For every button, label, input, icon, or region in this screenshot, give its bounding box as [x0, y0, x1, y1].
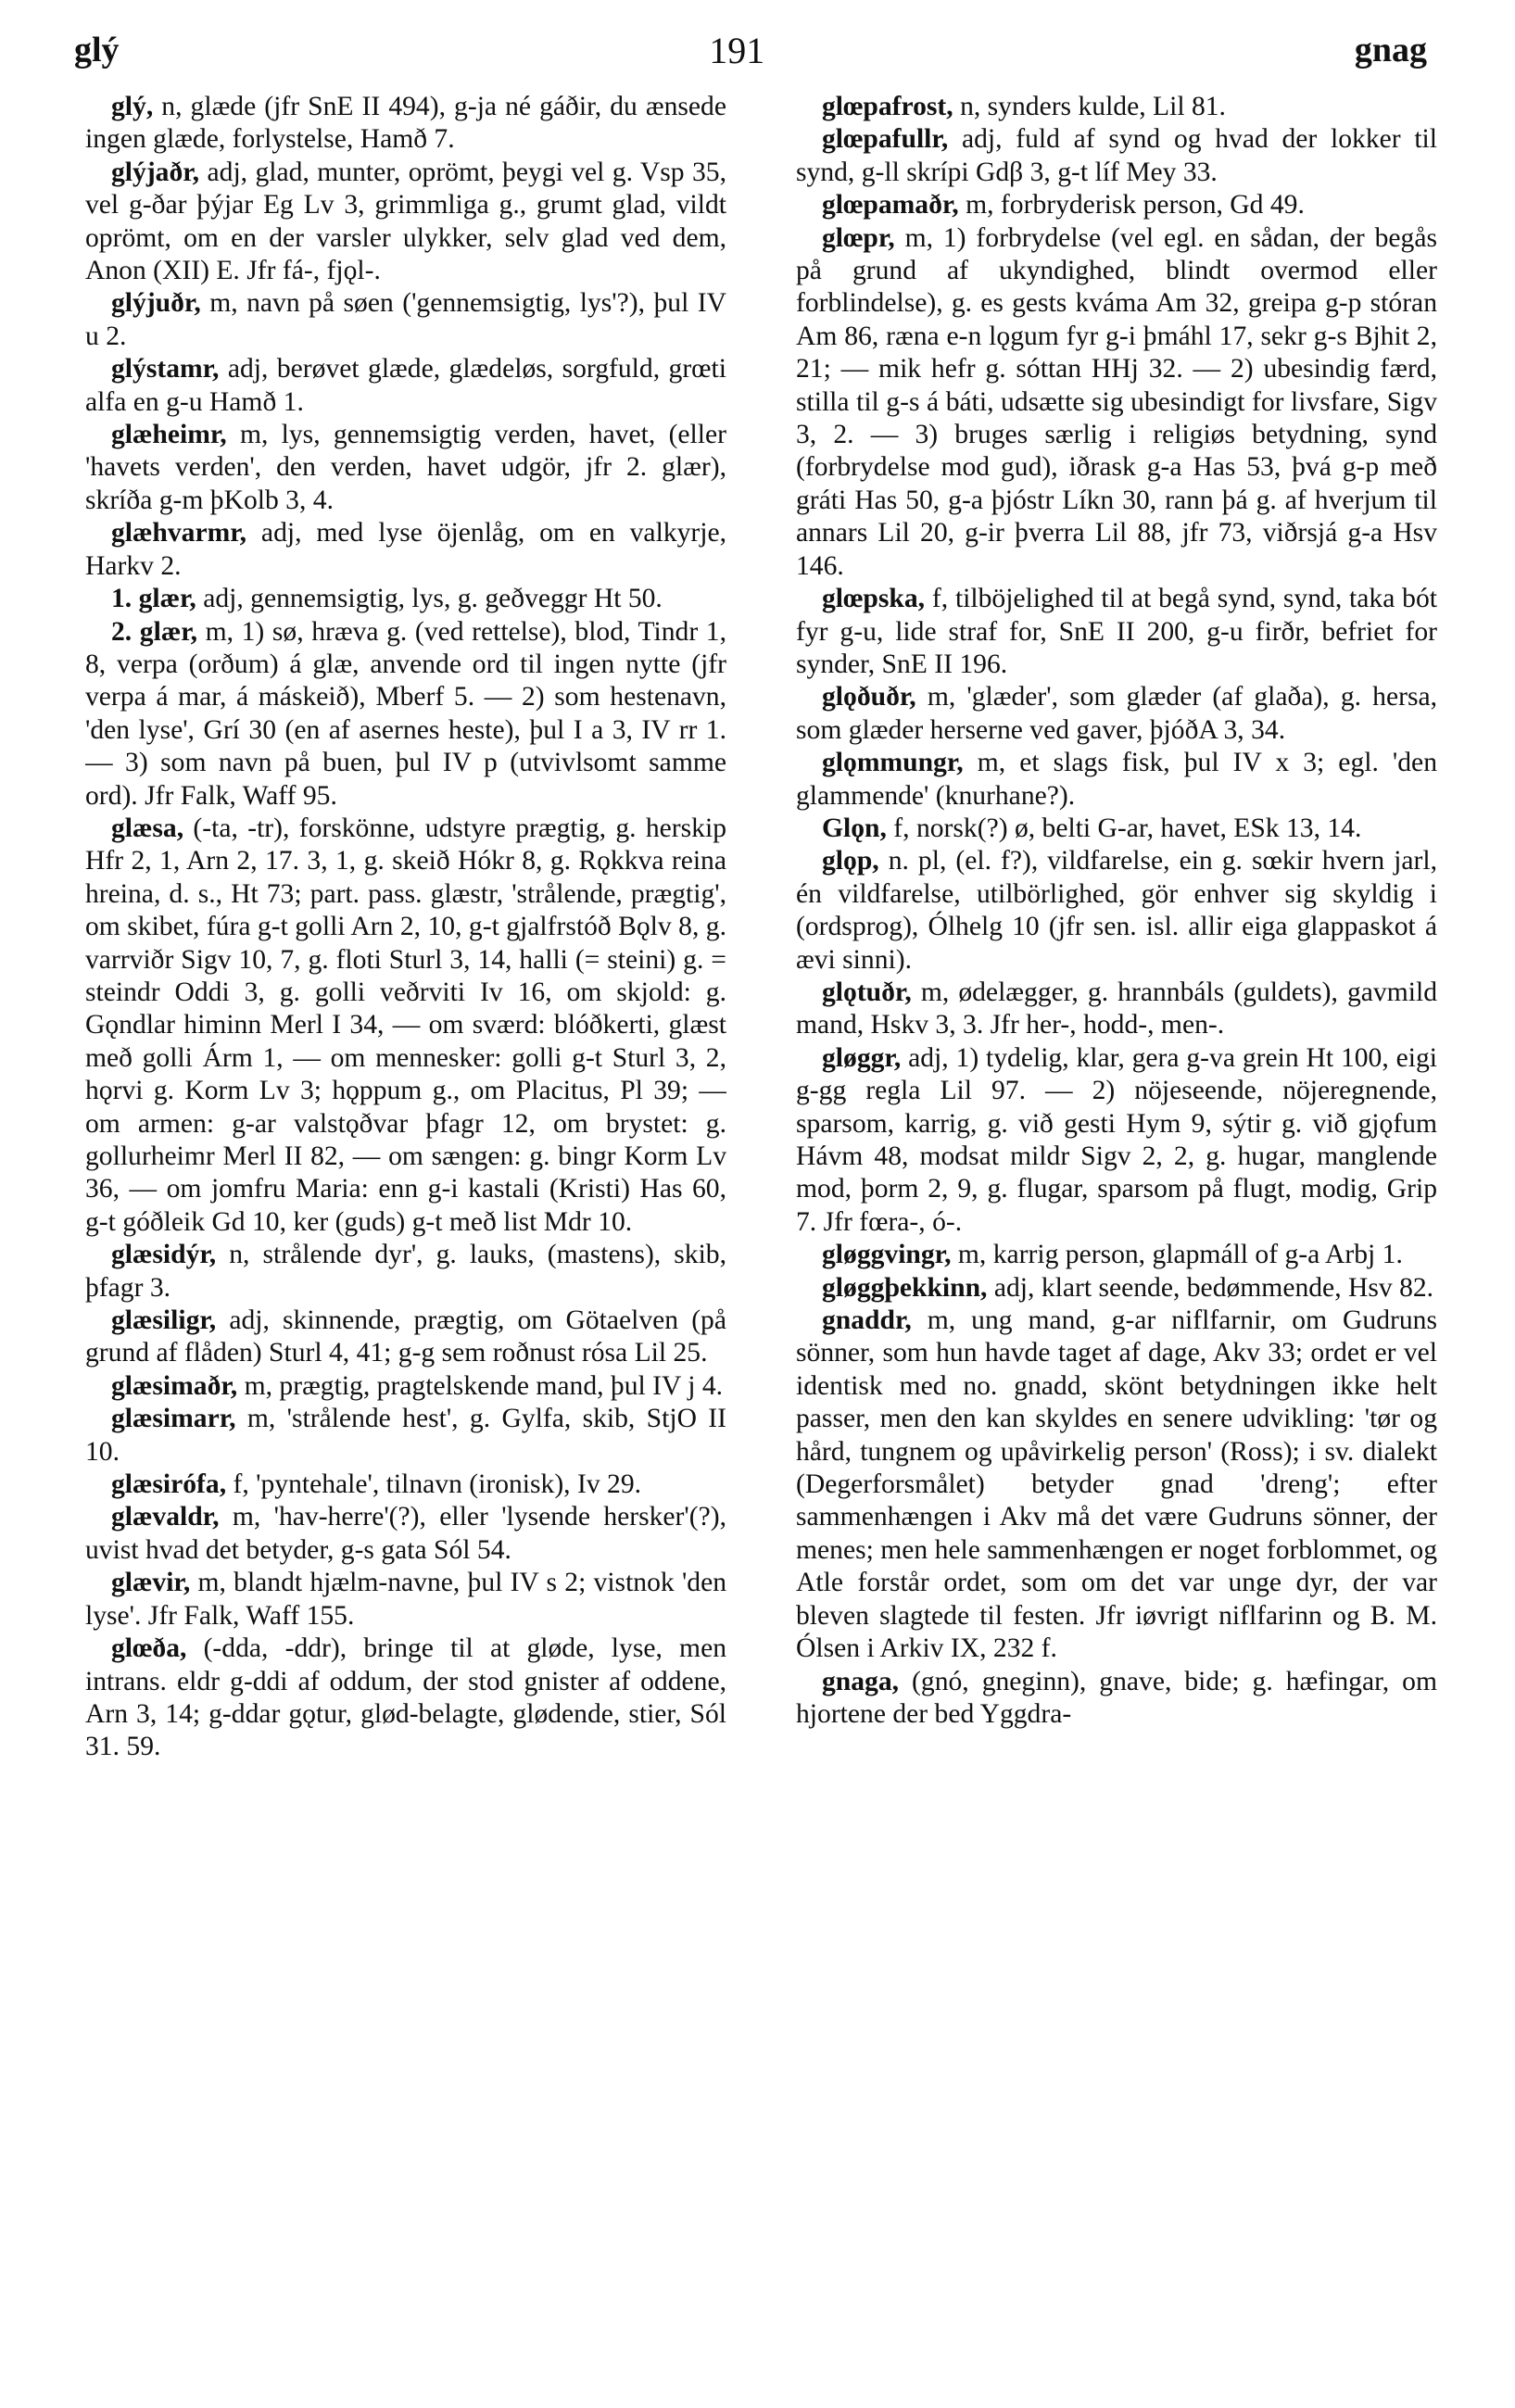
entry-headword: glǫðuðr, [822, 682, 916, 712]
entry-definition: adj, fuld af synd og hvad der lokker til synd, g-ll skrípi Gdβ 3, g-t líf Mey 33. [796, 124, 1437, 187]
entry-headword: glýstamr, [111, 354, 220, 385]
entry-headword: glǫtuðr, [822, 977, 912, 1007]
entry-definition: m, 'glæder', som glæder (af glaða), g. hersa, som glæder herserne ved gaver, þjóðA 3, 34. [796, 682, 1437, 745]
entry-definition: m, et slags fisk, þul IV x 3; egl. 'den glammende' (knurhane?). [796, 748, 1437, 811]
dictionary-entry [85, 813, 726, 1239]
entry-headword: glæsimaðr, [111, 1370, 238, 1401]
entry-headword: glævaldr, [111, 1502, 220, 1532]
dictionary-entry [796, 189, 1437, 221]
entry-definition: m, forbryderisk person, Gd 49. [958, 190, 1305, 221]
entry-headword: glœpr, [822, 222, 895, 253]
entry-headword: glævir, [111, 1568, 191, 1598]
entry-definition: m, 1) sø, hræva g. (ved rettelse), blod, Tindr 1, 8, verpa (orðum) á glæ, anvende ord til ingen nytte (jfr verpa á mar, á máskeið), Mberf 5. — 2) som hestenavn, 'den lyse', Grí 30 (en af asernes heste), þul I a 3, IV rr 1. — 3) som navn på buen, þul IV p (utvivlsomt samme ord). Jfr Falk, Waff 95. [85, 616, 726, 811]
entry-headword: 1. glær, [111, 584, 196, 614]
entry-definition: f, tilböjelighed til at begå synd, synd, taka bót fyr g-u, lide straf for, SnE II 200, g-u firðr, befriet for synder, SnE II 196. [796, 584, 1437, 679]
dictionary-entry [85, 1403, 726, 1469]
entry-definition: adj, skinnende, prægtig, om Götaelven (på grund af flåden) Sturl 4, 41; g-g sem roðnust rósa Lil 25. [85, 1305, 726, 1368]
entry-definition: f, norsk(?) ø, belti G-ar, havet, ESk 13, 14. [886, 813, 1362, 843]
entry-headword: glý, [111, 92, 154, 121]
entry-definition: m, ung mand, g-ar niflfarnir, om Gudruns sönner, som hun havde taget af dage, Akv 33; ordet er vel identisk med no. gnadd, skönt betydningen ikke helt passer, men den kan skyldes en senere udvikling: 'tør og hård, tungnem og upåvirkelig person' (Ross); i sv. dialekt (Degerforsmålet) betyder gnad 'dreng'; efter sammenhængen i Akv må det være Gudruns sönner, der menes; men hele sammenhængen er noget forblommet, og Atle forstår ordet, som om det var unge dyr, der var bleven slagtede til festen. Jfr iøvrigt niflfarinn og B. M. Ólsen i Arkiv IX, 232 f. [796, 1305, 1437, 1664]
entry-headword: glæsiligr, [111, 1305, 217, 1336]
dictionary-entry [85, 353, 726, 419]
right-column [796, 91, 1437, 2389]
entry-definition: (gnó, gneginn), gnave, bide; g. hæfingar, om hjortene der bed Yggdra- [796, 1666, 1437, 1729]
entry-headword: gløggþekkinn, [822, 1272, 988, 1303]
dictionary-entry [85, 157, 726, 288]
dictionary-entry [85, 91, 726, 157]
entry-definition: n, strålende dyr', g. lauks, (mastens), skib, þfagr 3. [85, 1240, 726, 1303]
dictionary-entry [85, 1501, 726, 1567]
dictionary-entry [796, 91, 1437, 123]
entry-definition: adj, med lyse öjenlåg, om en valkyrje, Harkv 2. [85, 518, 726, 581]
page-header [74, 22, 1427, 78]
dictionary-entry [796, 1042, 1437, 1239]
entry-headword: glæsa, [111, 813, 184, 843]
entry-definition: m, karrig person, glapmáll of g-a Arbj 1. [951, 1240, 1403, 1270]
entry-definition: m, 1) forbrydelse (vel egl. en sådan, der begås på grund af ukyndighed, blindt overmod eller forblindelse), g. es gests kváma Am 32, greipa g-p stóran Am 86, ræna e-n lǫgum fyr g-i þmáhl 17, sekr g-s Bjhit 2, 21; — mik hefr g. sóttan HHj 32. — 2) ubesindig færd, stilla til g-s á báti, udsætte sig ubesindigt for livsfare, Sigv 3, 2. — 3) bruges særlig i religiøs betydning, synd (forbrydelse mod gud), iðrask g-a Has 53, þvá g-p með gráti Has 50, g-a þjóstr Líkn 30, rann þá g. af hverjum til annars Lil 20, g-ir þverra Lil 88, jfr 73, viðrsjá g-a Hsv 146. [796, 222, 1437, 581]
dictionary-entry [85, 1370, 726, 1403]
header-right-headword: gnag [1354, 31, 1427, 69]
dictionary-entry [796, 1666, 1437, 1732]
entry-headword: 2. glær, [111, 616, 198, 647]
entry-definition: m, lys, gennemsigtig verden, havet, (eller 'havets verden', den verden, havet udgör, jfr 2. glær), skríða g-m þKolb 3, 4. [85, 420, 726, 515]
dictionary-entry [796, 583, 1437, 681]
text-columns [85, 91, 1438, 2389]
dictionary-entry [796, 813, 1437, 845]
entry-definition: m, ødelægger, g. hrannbáls (guldets), gavmild mand, Hskv 3, 3. Jfr her-, hodd-, men-. [796, 977, 1437, 1040]
entry-headword: glǫp, [822, 846, 879, 876]
dictionary-entry [796, 1239, 1437, 1271]
entry-definition: (-ta, -tr), forskönne, udstyre prægtig, g. herskip Hfr 2, 1, Arn 2, 17. 3, 1, g. skeið Hókr 8, g. Rǫkkva reina hreina, d. s., Ht 73; part. pass. glæstr, 'strålende, prægtig', om skibet, fúra g-t golli Arn 2, 10, g-t gjalfrstóð Bǫlv 8, g. varrviðr Sigv 10, 7, g. floti Sturl 3, 14, halli (= steini) g. = steindr Oddi 3, g. golli veðrviti Iv 16, om skjold: g. Gǫndlar himinn Merl I 34, — om sværd: blóðkerti, glæst með golli Árm 1, — om mennesker: golli g-t Sturl 3, 2, hǫrvi g. Korm Lv 3; hǫppum g., om Placitus, Pl 39; — om armen: g-ar valstǫðvar þfagr 12, om brystet: g. gollurheimr Merl II 82, — om sængen: g. bingr Korm Lv 36, — om jomfru Maria: enn g-i kastali (Kristi) Has 60, g-t góðleik Gd 10, ker (guds) g-t með list Mdr 10. [85, 813, 726, 1237]
entry-headword: glœpafrost, [822, 92, 953, 121]
page-number: 191 [709, 29, 765, 71]
dictionary-entry [85, 287, 726, 353]
entry-headword: glœpska, [822, 584, 926, 614]
entry-headword: glœða, [111, 1633, 187, 1664]
entry-definition: (-dda, -ddr), bringe til at gløde, lyse, men intrans. eldr g-ddi af oddum, der stod gnister af oddene, Arn 3, 14; g-ddar gǫtur, glød-belagte, glødende, stier, Sól 31. 59. [85, 1633, 726, 1762]
entry-headword: glœpamaðr, [822, 190, 959, 221]
dictionary-entry [85, 616, 726, 813]
dictionary-entry [796, 1305, 1437, 1665]
entry-definition: m, navn på søen ('gennemsigtig, lys'?), þul IV u 2. [85, 288, 726, 351]
entry-definition: m, blandt hjælm-navne, þul IV s 2; vistnok 'den lyse'. Jfr Falk, Waff 155. [85, 1568, 726, 1631]
entry-headword: glæheimr, [111, 420, 227, 450]
entry-definition: adj, gennemsigtig, lys, g. geðveggr Ht 50. [196, 584, 663, 614]
entry-headword: gnaga, [822, 1666, 900, 1696]
entry-definition: adj, 1) tydelig, klar, gera g-va grein Ht 100, eigi g-gg regla Lil 97. — 2) nöjeseende, nöjeregnende, sparsom, karrig, g. við gesti Hym 9, sýtir g. við gjǫfum Hávm 48, modsat mildr Sigv 2, 2, g. hugar, manglende mod, þorm 2, 9, g. flugar, sparsom på flugt, modig, Grip 7. Jfr fœra-, ó-. [796, 1042, 1437, 1237]
entry-headword: Glǫn, [822, 813, 887, 843]
header-left-headword: glý [74, 31, 120, 69]
dictionary-entry [85, 1567, 726, 1633]
entry-definition: n. pl, (el. f?), vildfarelse, ein g. sœkir hvern jarl, én vildfarelse, utilbörlighed, gör enhver sig skyldig i (ordsprog), Ólhelg 10 (jfr sen. isl. allir eiga glappaskot á ævi sinni). [796, 846, 1437, 975]
entry-definition: m, prægtig, pragtelskende mand, þul IV j 4. [237, 1370, 724, 1401]
entry-headword: glæsidýr, [111, 1240, 217, 1270]
entry-headword: glǫmmungr, [822, 748, 964, 778]
entry-definition: n, synders kulde, Lil 81. [953, 92, 1226, 121]
entry-definition: m, 'hav-herre'(?), eller 'lysende hersker'(?), uvist hvad det betyder, g-s gata Sól 54. [85, 1502, 726, 1565]
dictionary-entry [85, 1305, 726, 1370]
dictionary-entry [796, 222, 1437, 583]
dictionary-entry [796, 123, 1437, 189]
dictionary-entry [796, 845, 1437, 977]
entry-headword: glæhvarmr, [111, 518, 247, 548]
entry-headword: gløggvingr, [822, 1240, 952, 1270]
dictionary-entry [796, 747, 1437, 813]
entry-definition: m, 'strålende hest', g. Gylfa, skib, StjO II 10. [85, 1404, 726, 1467]
entry-headword: gnaddr, [822, 1305, 912, 1336]
entry-headword: glýjaðr, [111, 157, 200, 187]
entry-headword: glýjuðr, [111, 288, 201, 319]
left-column [85, 91, 726, 2389]
entry-definition: adj, glad, munter, oprömt, þeygi vel g. Vsp 35, vel g-ðar þýjar Eg Lv 3, grimmliga g., grumt glad, vildt oprömt, om en der varsler ulykker, selv glad ved dem, Anon (XII) E. Jfr fá-, fjǫl-. [85, 157, 726, 286]
entry-headword: gløggr, [822, 1042, 902, 1073]
dictionary-entry [85, 583, 726, 615]
entry-definition: f, 'pyntehale', tilnavn (ironisk), Iv 29. [226, 1469, 642, 1500]
dictionary-entry [85, 419, 726, 517]
dictionary-entry [85, 1469, 726, 1501]
entry-headword: glæsimarr, [111, 1404, 236, 1434]
entry-definition: adj, berøvet glæde, glædeløs, sorgfuld, grœti alfa en g-u Hamð 1. [85, 354, 726, 417]
entry-definition: n, glæde (jfr SnE II 494), g-ja né gáðir, du ænsede ingen glæde, forlystelse, Hamð 7. [85, 92, 726, 155]
entry-headword: glœpafullr, [822, 124, 949, 155]
dictionary-entry [796, 1272, 1437, 1305]
dictionary-entry [796, 977, 1437, 1042]
dictionary-entry [85, 1633, 726, 1764]
entry-headword: glæsirófa, [111, 1469, 227, 1500]
dictionary-entry [85, 517, 726, 583]
entry-definition: adj, klart seende, bedømmende, Hsv 82. [987, 1272, 1434, 1303]
dictionary-entry [796, 681, 1437, 747]
dictionary-entry [85, 1239, 726, 1305]
